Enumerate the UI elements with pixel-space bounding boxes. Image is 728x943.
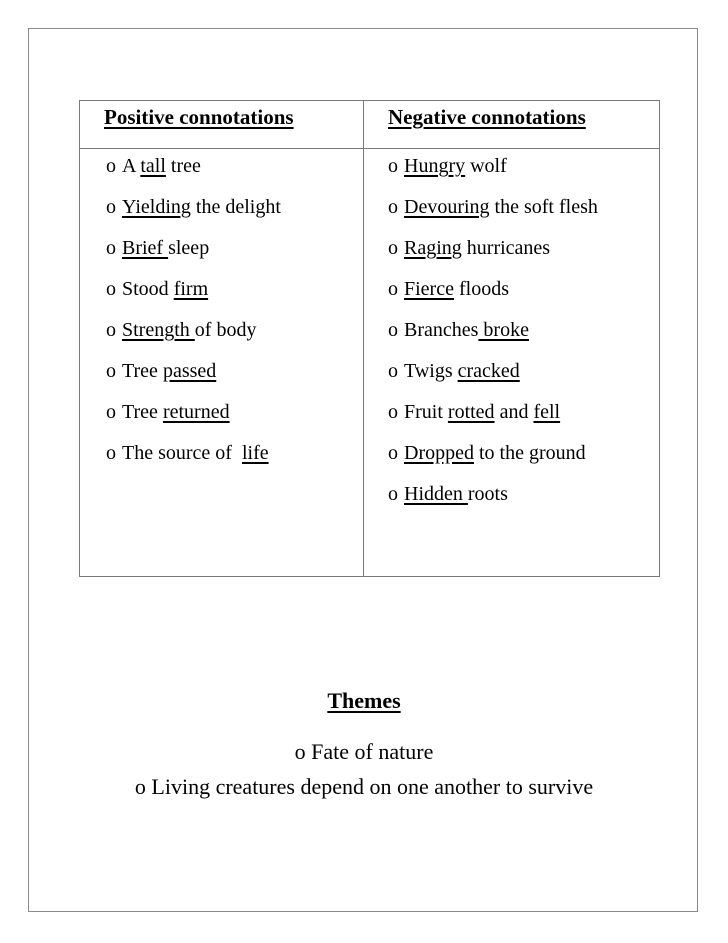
- item-text: to the ground: [473, 442, 586, 464]
- bullet-marker: o: [388, 319, 398, 341]
- bullet-marker: o: [106, 360, 116, 382]
- item-text: Tree: [122, 401, 163, 423]
- list-item: [364, 233, 659, 274]
- list-item: [364, 274, 659, 315]
- item-text: sleep: [168, 237, 210, 259]
- list-item: [80, 356, 363, 397]
- bullet-marker: o: [388, 155, 398, 177]
- list-item: [364, 192, 659, 233]
- list-item: [80, 315, 363, 356]
- bullet-marker: o: [388, 401, 398, 423]
- underlined-word: cracked: [457, 360, 520, 382]
- list-item: [364, 151, 659, 192]
- bullet-marker: o: [106, 237, 116, 259]
- item-text: Fruit: [404, 401, 448, 423]
- underlined-word: Raging: [404, 237, 462, 259]
- theme-item: o Fate of nature: [294, 739, 434, 764]
- item-text: Branches: [404, 319, 479, 341]
- themes-list: [0, 734, 728, 804]
- bullet-marker: o: [106, 196, 116, 218]
- underlined-word: broke: [478, 319, 529, 341]
- bullet-marker: o: [388, 237, 398, 259]
- underlined-word: Yielding: [122, 196, 191, 218]
- item-text: A: [122, 155, 141, 177]
- positive-cell: [80, 149, 364, 577]
- item-text: the soft flesh: [489, 196, 598, 218]
- list-item: [80, 192, 363, 233]
- connotations-table: [79, 100, 660, 577]
- bullet-marker: o: [106, 278, 116, 300]
- list-item: [80, 233, 363, 274]
- list-item: [364, 397, 659, 438]
- underlined-word: Hungry: [404, 155, 466, 177]
- themes-title: Themes: [327, 688, 401, 713]
- list-item: [80, 438, 363, 479]
- bullet-marker: o: [388, 278, 398, 300]
- list-item: [364, 479, 659, 520]
- underlined-word: Dropped: [404, 442, 474, 464]
- item-text: Twigs: [404, 360, 458, 382]
- item-text: the delight: [190, 196, 281, 218]
- list-item: [364, 315, 659, 356]
- negative-list: [364, 151, 659, 520]
- item-text: The source of: [122, 442, 242, 464]
- item-text: and: [494, 401, 534, 423]
- bullet-marker: o: [106, 401, 116, 423]
- underlined-word: returned: [162, 401, 230, 423]
- underlined-word: Brief: [122, 237, 169, 259]
- bullet-marker: o: [388, 196, 398, 218]
- item-text: floods: [453, 278, 509, 300]
- positive-header: Positive connotations: [80, 101, 364, 149]
- bullet-marker: o: [388, 360, 398, 382]
- theme-item: o Living creatures depend on one another to survive: [134, 774, 594, 799]
- item-text: hurricanes: [461, 237, 551, 259]
- underlined-word: passed: [162, 360, 217, 382]
- item-text: tree: [165, 155, 201, 177]
- underlined-word: Fierce: [404, 278, 454, 300]
- list-item: [80, 151, 363, 192]
- list-item: [80, 274, 363, 315]
- bullet-marker: o: [388, 442, 398, 464]
- negative-cell: [364, 149, 660, 577]
- underlined-word: Strength: [122, 319, 195, 341]
- item-text: wolf: [465, 155, 507, 177]
- item-text: Tree: [122, 360, 163, 382]
- list-item: [80, 397, 363, 438]
- negative-header: Negative connotations: [364, 101, 660, 149]
- item-text: roots: [467, 483, 508, 505]
- positive-list: [80, 151, 363, 479]
- bullet-marker: o: [106, 155, 116, 177]
- list-item: [364, 438, 659, 479]
- underlined-word: Devouring: [404, 196, 490, 218]
- list-item: [364, 356, 659, 397]
- underlined-word: firm: [173, 278, 209, 300]
- underlined-word: Hidden: [404, 483, 468, 505]
- bullet-marker: o: [106, 319, 116, 341]
- underlined-word: rotted: [447, 401, 495, 423]
- underlined-word: tall: [140, 155, 166, 177]
- item-text: of body: [194, 319, 257, 341]
- bullet-marker: o: [388, 483, 398, 505]
- item-text: Stood: [122, 278, 174, 300]
- underlined-word: life: [241, 442, 269, 464]
- underlined-word: fell: [533, 401, 561, 423]
- bullet-marker: o: [106, 442, 116, 464]
